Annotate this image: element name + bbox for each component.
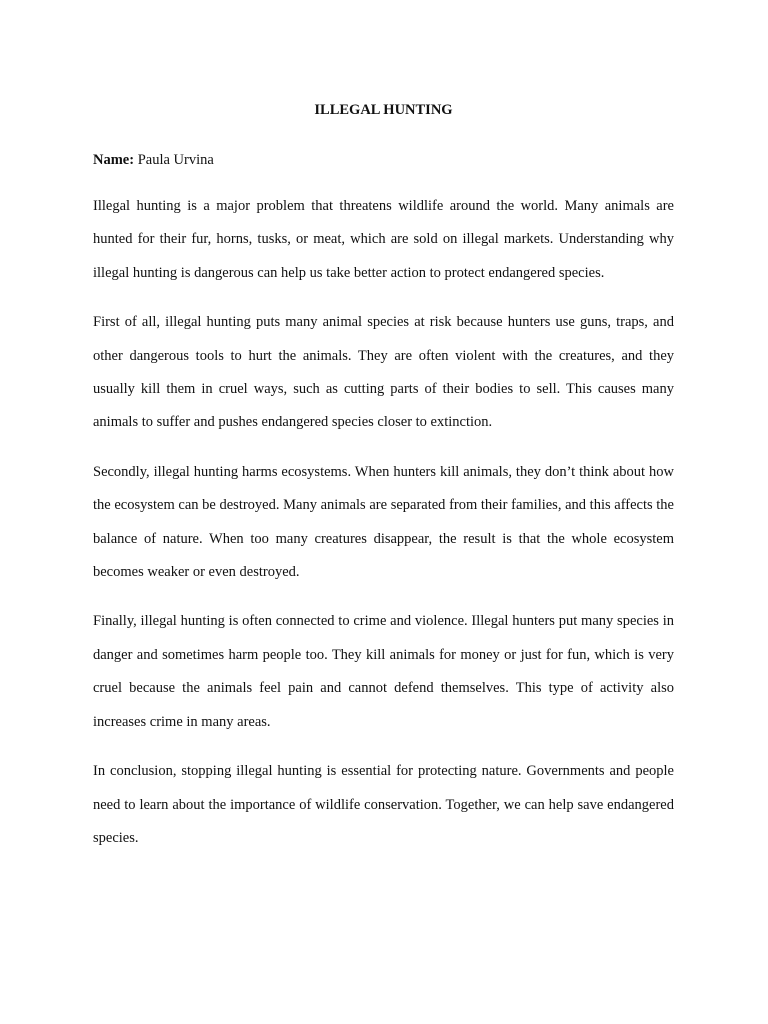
- paragraph-second-point: Secondly, illegal hunting harms ecosystems. When hunters kill animals, they don’t think about how the ecosystem can be destroyed. Many animals are separated from their families, and this affects the balance of nature. When too many creatures disappear, the result is that the whole ecosystem becomes weaker or even destroyed.: [93, 463, 674, 581]
- document-title: ILLEGAL HUNTING: [314, 102, 453, 118]
- document-page: [93, 100, 674, 871]
- paragraph-conclusion: In conclusion, stopping illegal hunting is essential for protecting nature. Governments and people need to learn about the importance of wildlife conservation. Together, we can help save endangered species.: [93, 763, 674, 846]
- paragraph-intro: Illegal hunting is a major problem that threatens wildlife around the world. Many animals are hunted for their fur, horns, tusks, or meat, which are sold on illegal markets. Understanding why illegal hunting is dangerous can help us take better action to protect endangered species.: [93, 198, 674, 281]
- author-name: Paula Urvina: [134, 152, 214, 168]
- paragraph-first-point: First of all, illegal hunting puts many animal species at risk because hunters use guns, traps, and other dangerous tools to hurt the animals. They are often violent with the creatures, and they usually kill them in cruel ways, such as cutting parts of their bodies to sell. This causes many animals to suffer and pushes endangered species closer to extinction.: [93, 314, 674, 431]
- author-line: [93, 150, 674, 170]
- author-label: Name:: [93, 152, 135, 168]
- paragraph-third-point: Finally, illegal hunting is often connected to crime and violence. Illegal hunters put many species in danger and sometimes harm people too. They kill animals for money or just for fun, which is very cruel because the animals feel pain and cannot defend themselves. This type of activity also increases crime in many areas.: [93, 613, 674, 730]
